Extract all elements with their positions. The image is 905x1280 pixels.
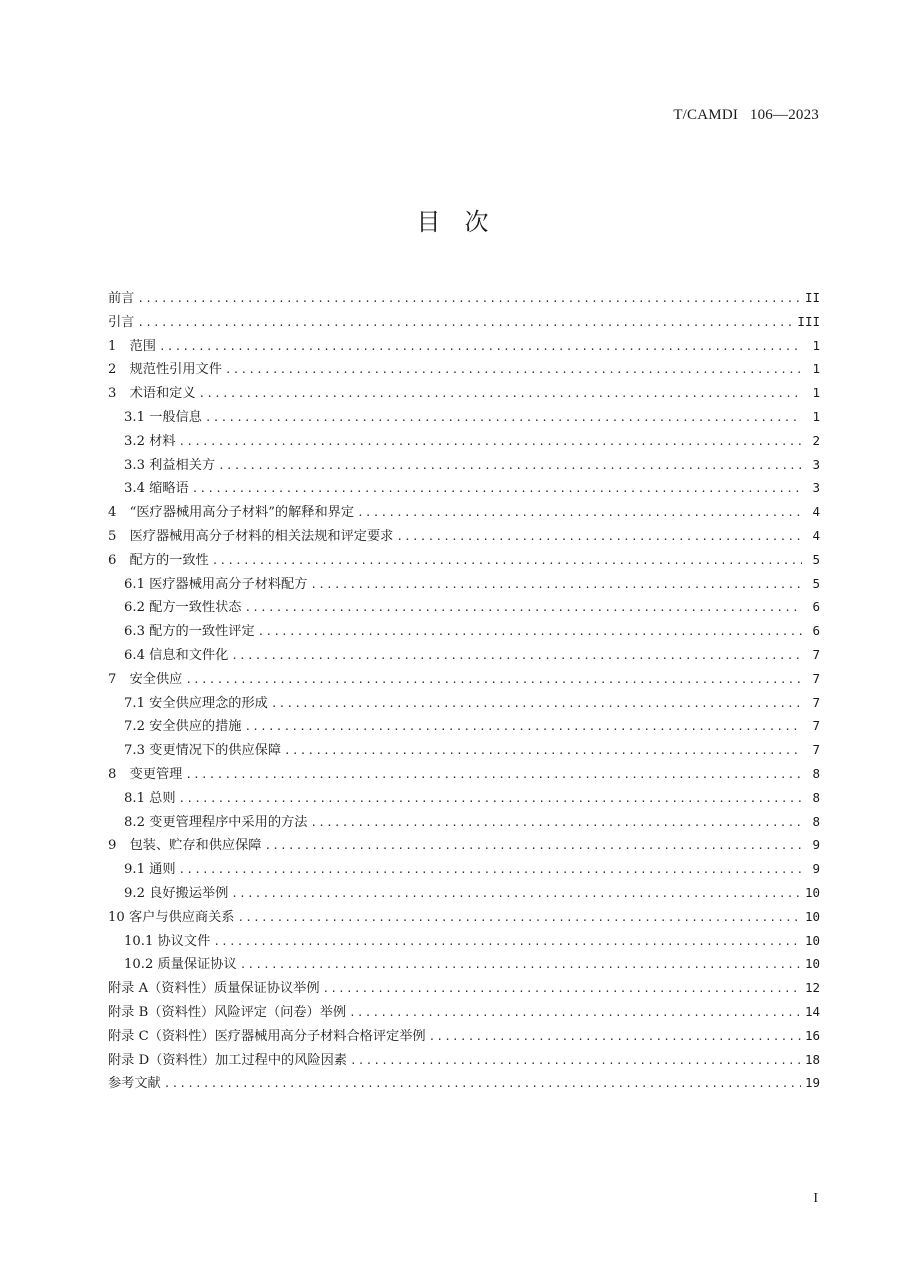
toc-entry[interactable]: [108, 310, 820, 334]
toc-entry-page: 3: [812, 480, 820, 496]
toc-entry[interactable]: [108, 334, 820, 358]
toc-entry-page: 10: [804, 932, 820, 948]
toc-entry[interactable]: [108, 1000, 820, 1024]
toc-entry-label: 附录 D（资料性）加工过程中的风险因素: [108, 1052, 347, 1068]
toc-entry[interactable]: [108, 857, 820, 881]
dot-leader: [212, 549, 802, 573]
toc-entry-label: 1 范围: [108, 338, 156, 354]
toc-entry[interactable]: [108, 572, 820, 596]
toc-entry[interactable]: [108, 738, 820, 762]
dot-leader: [218, 454, 802, 478]
toc-entry-label: 8.1 总则: [124, 790, 176, 806]
toc-entry[interactable]: [108, 643, 820, 667]
toc-entry[interactable]: [108, 524, 820, 548]
toc-entry[interactable]: [108, 286, 820, 310]
toc-entry-label: 7.1 安全供应理念的形成: [124, 695, 268, 711]
toc-entry[interactable]: [108, 714, 820, 738]
toc-entry[interactable]: [108, 810, 820, 834]
toc-entry-label: 3.3 利益相关方: [124, 457, 216, 473]
dot-leader: [192, 477, 802, 501]
toc-entry-page: II: [804, 290, 820, 305]
toc-entry-page: 5: [812, 575, 820, 591]
toc-entry-label: 6.2 配方一致性状态: [124, 600, 242, 616]
toc-entry[interactable]: [108, 833, 820, 857]
toc-entry[interactable]: [108, 976, 820, 1000]
toc-entry-page: 7: [812, 718, 820, 734]
toc-entry-page: 3: [812, 456, 820, 472]
dot-leader: [225, 358, 802, 382]
dot-leader: [159, 335, 802, 359]
toc-entry-page: 10: [804, 956, 820, 972]
toc-entry-label: 参考文献: [108, 1076, 161, 1092]
dot-leader: [264, 834, 802, 858]
toc-entry-page: 6: [812, 599, 820, 615]
dot-leader: [396, 525, 802, 549]
toc-entry[interactable]: [108, 691, 820, 715]
toc-entry-label: 附录 B（资料性）风险评定（问卷）举例: [108, 1004, 347, 1020]
dot-leader: [179, 787, 802, 811]
toc-entry-page: 19: [804, 1075, 820, 1091]
toc-entry-label: 7 安全供应: [108, 671, 183, 687]
toc-entry-page: 6: [812, 623, 820, 639]
toc-entry[interactable]: [108, 881, 820, 905]
dot-leader: [429, 1025, 801, 1049]
toc-entry-page: 2: [812, 432, 820, 448]
toc-entry-label: 6.3 配方的一致性评定: [124, 624, 255, 640]
toc-entry-page: 12: [804, 980, 820, 996]
toc-entry[interactable]: [108, 357, 820, 381]
toc-entry-page: 7: [812, 646, 820, 662]
toc-entry[interactable]: [108, 381, 820, 405]
toc-entry[interactable]: [108, 548, 820, 572]
dot-leader: [164, 1072, 801, 1096]
dot-leader: [357, 501, 802, 525]
dot-leader: [137, 311, 793, 335]
dot-leader: [231, 644, 802, 668]
toc-entry-label: 3.1 一般信息: [124, 409, 202, 425]
toc-entry-label: 7.2 安全供应的措施: [124, 719, 242, 735]
toc-entry[interactable]: [108, 762, 820, 786]
toc-entry-label: 3.4 缩略语: [124, 481, 189, 497]
toc-entry[interactable]: [108, 786, 820, 810]
toc-entry[interactable]: [108, 667, 820, 691]
toc-entry[interactable]: [108, 595, 820, 619]
toc-entry-page: 7: [812, 694, 820, 710]
toc-entry-label: 6 配方的一致性: [108, 552, 209, 568]
toc-entry[interactable]: [108, 1071, 820, 1095]
toc-entry-label: 9.2 良好搬运举例: [124, 885, 229, 901]
table-of-contents: [108, 286, 820, 1095]
toc-entry-page: 9: [812, 837, 820, 853]
dot-leader: [231, 882, 801, 906]
dot-leader: [137, 287, 801, 311]
dot-leader: [244, 596, 802, 620]
dot-leader: [323, 977, 801, 1001]
toc-entry-label: 前言: [108, 291, 135, 306]
toc-entry-label: 附录 C（资料性）医疗器械用高分子材料合格评定举例: [108, 1028, 426, 1044]
toc-entry-label: 5 医疗器械用高分子材料的相关法规和评定要求: [108, 528, 394, 544]
dot-leader: [350, 1049, 801, 1073]
toc-entry-label: 10.1 协议文件: [124, 933, 211, 949]
toc-entry-page: 1: [812, 385, 820, 401]
toc-entry-page: 16: [804, 1027, 820, 1043]
page-title: 目 次: [416, 208, 489, 236]
toc-entry-label: 8.2 变更管理程序中采用的方法: [124, 814, 308, 830]
toc-entry-page: 14: [804, 1003, 820, 1019]
dot-leader: [185, 668, 802, 692]
toc-entry-label: 4 “医疗器械用高分子材料”的解释和界定: [108, 505, 355, 521]
dot-leader: [185, 763, 802, 787]
dot-leader: [310, 573, 802, 597]
toc-entry-page: 1: [812, 408, 820, 424]
toc-entry-page: 4: [812, 527, 820, 543]
toc-entry-page: III: [797, 313, 820, 329]
toc-entry-label: 6.4 信息和文件化: [124, 647, 229, 663]
toc-entry[interactable]: [108, 1024, 820, 1048]
toc-entry-label: 2 规范性引用文件: [108, 362, 222, 378]
toc-entry[interactable]: [108, 905, 820, 929]
toc-entry[interactable]: [108, 476, 820, 500]
toc-entry[interactable]: [108, 500, 820, 524]
toc-entry-page: 9: [812, 861, 820, 877]
toc-entry-page: 10: [804, 908, 820, 924]
toc-entry[interactable]: [108, 619, 820, 643]
page-number: I: [813, 1191, 818, 1206]
dot-leader: [205, 406, 802, 430]
toc-entry-page: 7: [812, 742, 820, 758]
dot-leader: [244, 715, 802, 739]
toc-entry-label: 7.3 变更情况下的供应保障: [124, 743, 282, 759]
toc-entry-page: 4: [812, 504, 820, 520]
toc-entry[interactable]: [108, 429, 820, 453]
toc-entry[interactable]: [108, 929, 820, 953]
toc-entry[interactable]: [108, 1048, 820, 1072]
toc-entry-page: 5: [812, 551, 820, 567]
toc-entry-page: 8: [812, 789, 820, 805]
toc-entry[interactable]: [108, 453, 820, 477]
toc-entry-page: 8: [812, 765, 820, 781]
dot-leader: [213, 930, 801, 954]
toc-entry-page: 10: [804, 884, 820, 900]
standard-code: T/CAMDI 106—2023: [673, 107, 819, 123]
toc-entry-label: 6.1 医疗器械用高分子材料配方: [124, 576, 308, 592]
dot-leader: [199, 382, 802, 406]
toc-entry[interactable]: [108, 405, 820, 429]
toc-entry-label: 3 术语和定义: [108, 386, 196, 402]
dot-leader: [179, 858, 802, 882]
toc-entry-page: 1: [812, 337, 820, 353]
toc-entry-page: 18: [804, 1051, 820, 1067]
toc-entry-label: 9.1 通则: [124, 862, 176, 878]
dot-leader: [271, 692, 802, 716]
toc-entry-page: 8: [812, 813, 820, 829]
dot-leader: [258, 620, 802, 644]
toc-entry-label: 引言: [108, 314, 135, 330]
dot-leader: [237, 906, 800, 930]
dot-leader: [284, 739, 802, 763]
toc-entry-label: 8 变更管理: [108, 766, 183, 782]
toc-entry-label: 9 包装、贮存和供应保障: [108, 838, 262, 854]
toc-entry[interactable]: [108, 952, 820, 976]
dot-leader: [349, 1001, 801, 1025]
dot-leader: [310, 811, 802, 835]
toc-entry-page: 1: [812, 361, 820, 377]
dot-leader: [179, 430, 802, 454]
toc-entry-page: 7: [812, 670, 820, 686]
dot-leader: [240, 953, 801, 977]
toc-entry-label: 3.2 材料: [124, 433, 176, 449]
toc-entry-label: 附录 A（资料性）质量保证协议举例: [108, 981, 320, 997]
toc-entry-label: 10.2 质量保证协议: [124, 957, 237, 973]
toc-entry-label: 10 客户与供应商关系: [108, 909, 235, 925]
